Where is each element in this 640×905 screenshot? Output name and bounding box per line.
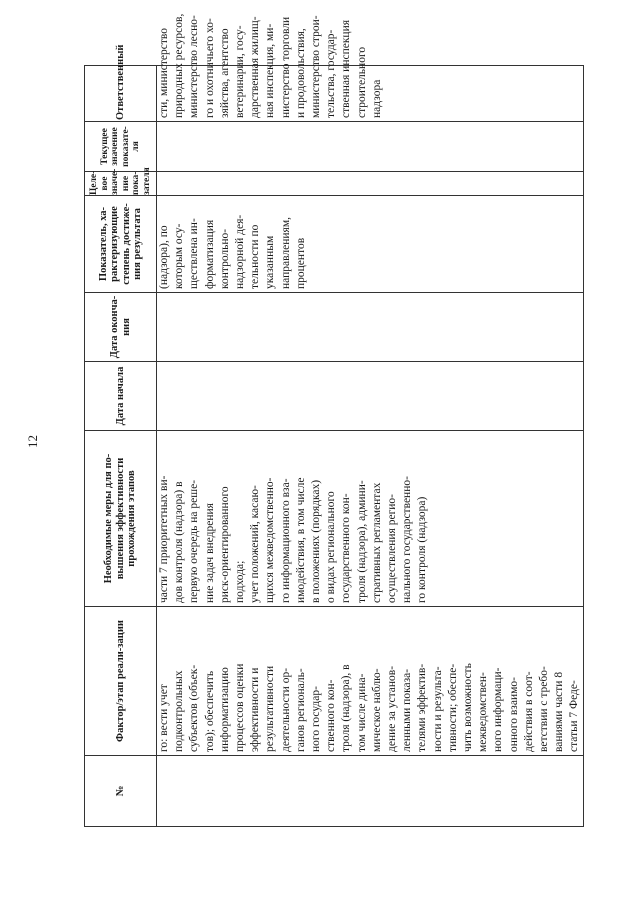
header-factor: Фактор/этап реали-зации [85, 607, 157, 756]
text-line: нального государственно- [401, 476, 414, 603]
text-line: ветеринарии, госу- [234, 25, 247, 118]
cell-num [157, 756, 584, 827]
header-num: № [85, 756, 157, 827]
text-line: действия в соот- [522, 671, 535, 752]
header-end-date: Дата оконча-ния [85, 293, 157, 362]
text-line: го и охотничьего хо- [203, 18, 216, 118]
text-line: го информационного вза- [279, 478, 292, 603]
text-line: тельности по [249, 224, 262, 289]
cell-start-date [157, 362, 584, 431]
text-line: подхода; [234, 560, 247, 603]
text-line: риск-ориентированного [218, 486, 231, 603]
text-line: ности и результа- [431, 666, 444, 752]
text-line: ственного кон- [325, 679, 338, 752]
cell-current [157, 122, 584, 172]
page-number: 12 [25, 435, 40, 448]
text-line: ветствии с требо- [538, 666, 551, 752]
measures-table [84, 13, 584, 827]
table-header-row [85, 66, 157, 827]
text-line: тов); обеспечить [203, 670, 216, 752]
text-line: дарственная жилищ- [249, 16, 262, 118]
text-line: деятельности ор- [279, 667, 292, 752]
text-line: ние задач внедрения [203, 503, 216, 603]
text-line: дов контроля (надзора) в [173, 481, 186, 603]
header-responsible: Ответственный [85, 66, 157, 122]
text-line: имодействия, в том числе [294, 477, 307, 603]
header-start-date: Дата начала [85, 362, 157, 431]
header-measures: Необходимые меры для по-вышения эффективности прохождения этапов [85, 431, 157, 607]
text-line: осуществления регио- [386, 493, 399, 603]
text-line: в положениях (порядках) [310, 479, 323, 603]
text-line: процентов [294, 237, 307, 289]
text-line: направлениям, [279, 217, 292, 289]
header-current: Текущее значение показате-ля [85, 122, 157, 172]
table-row [157, 66, 584, 827]
text-line: ного государ- [310, 686, 323, 752]
cell-end-date [157, 293, 584, 362]
text-line: статьи 7 Феде- [568, 680, 581, 752]
text-line: тельства, государ- [325, 29, 338, 118]
cell-target [157, 172, 584, 196]
text-line: ного информаци- [492, 667, 505, 752]
text-line: (надзора), по [158, 225, 170, 289]
text-line: учет положений, касаю- [249, 485, 262, 603]
text-line: указанным [264, 235, 277, 289]
rotated-table-wrapper [84, 13, 581, 827]
text-line: строительного [355, 46, 368, 118]
text-line: эффективности и [249, 667, 262, 752]
text-line: ная инспекция, ми- [264, 23, 277, 118]
text-line: щихся межведомственно- [264, 477, 277, 603]
text-line: ганов региональ- [294, 668, 307, 752]
text-line: министерство строи- [310, 15, 323, 118]
text-line: мическое наблю- [370, 668, 383, 752]
text-line: онного взаимо- [507, 677, 520, 752]
text-line: процессов оценки [234, 663, 247, 752]
text-line: государственного кон- [340, 493, 353, 603]
text-line: ществлена ин- [188, 218, 201, 289]
text-line: го: вести учет [158, 684, 170, 752]
text-line: надзора [370, 79, 383, 118]
text-line: дение за установ- [386, 665, 399, 752]
text-line: троля (надзора), админи- [355, 480, 368, 603]
text-line: го контроля (надзора) [416, 496, 429, 603]
header-indicator: Показатель, ха-рактеризующие степень достиже-ния результата [85, 196, 157, 293]
text-line: стративных регламентах [370, 482, 383, 603]
text-line: сти, министерство [158, 28, 170, 118]
cell-responsible [157, 13, 584, 122]
text-line: контрольно- [218, 228, 231, 289]
text-line: троля (надзора), в [340, 664, 353, 752]
text-line: первую очередь на реше- [188, 479, 201, 603]
text-line: форматизация [203, 219, 216, 289]
text-line: о видах регионального [325, 491, 338, 603]
text-line: межведомствен- [477, 672, 490, 752]
text-line: природных ресурсов, [173, 13, 186, 118]
text-line: том числе дина- [355, 673, 368, 752]
text-line: подконтрольных [173, 670, 186, 752]
cell-factor [157, 607, 584, 756]
text-line: чить возможность [462, 663, 475, 752]
text-line: и продовольствия, [294, 28, 307, 118]
cell-measures [157, 431, 584, 607]
text-line: которым осу- [173, 223, 186, 289]
text-line: телями эффектив- [416, 663, 429, 752]
text-line: зяйства, агентство [218, 28, 231, 118]
text-line: министерство лесно- [188, 15, 201, 118]
text-line: надзорной дея- [234, 214, 247, 289]
text-line: тивности; обеспе- [446, 663, 459, 752]
text-line: ленными показа- [401, 668, 414, 752]
text-line: ваниями части 8 [553, 671, 566, 752]
text-line: результативности [264, 665, 277, 752]
header-target: Целе-вое значе-ние пока-зателя [85, 172, 157, 196]
text-line: ственная инспекция [340, 19, 353, 118]
text-line: субъектов (объек- [188, 664, 201, 752]
text-line: нистерство торговли [279, 16, 292, 118]
cell-indicator [157, 196, 584, 293]
text-line: части 7 приоритетных ви- [158, 475, 170, 603]
text-line: информатизацию [218, 667, 231, 752]
